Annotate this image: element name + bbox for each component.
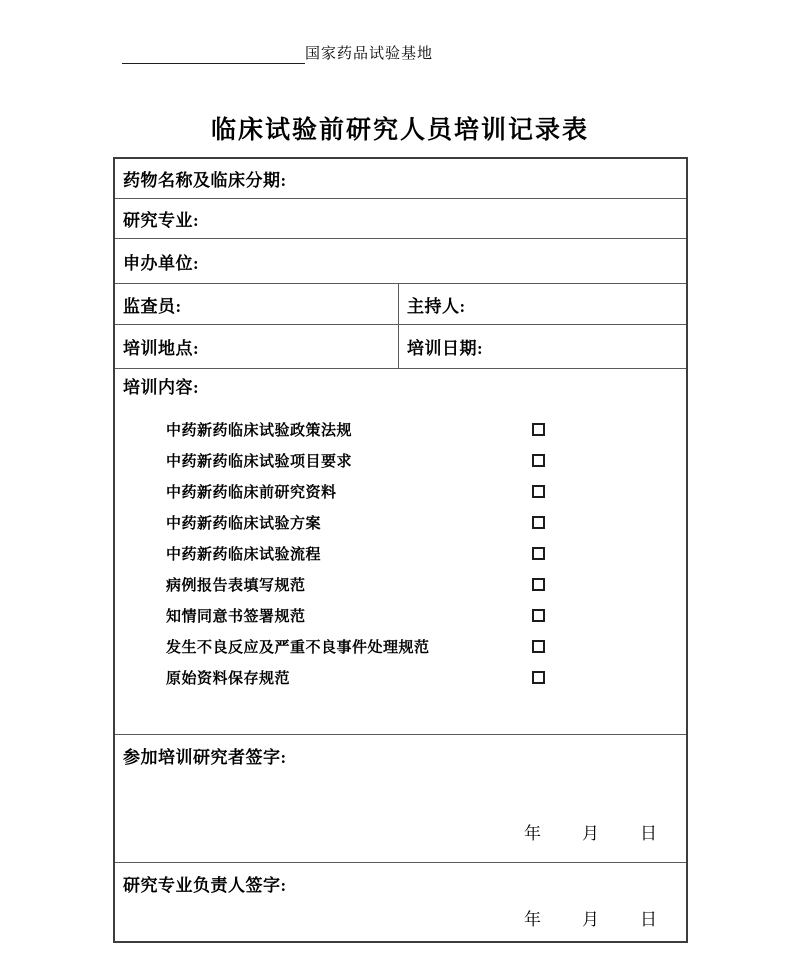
training-item: [123, 445, 686, 476]
page-title: 临床试验前研究人员培训记录表: [210, 117, 589, 144]
sponsor-label: 申办单位:: [123, 253, 200, 273]
training-item-checkbox[interactable]: [532, 578, 545, 591]
day-label: 日: [640, 824, 657, 843]
row-location-date: [115, 324, 686, 368]
training-item-checkbox[interactable]: [532, 547, 545, 560]
month-label: 月: [582, 910, 599, 929]
training-item-checkbox[interactable]: [532, 423, 545, 436]
year-label: 年: [524, 824, 541, 843]
training-item-label: 病例报告表填写规范: [166, 578, 306, 594]
training-item-checkbox[interactable]: [532, 609, 545, 622]
row-research-specialty: [115, 198, 686, 238]
training-item: [123, 538, 686, 569]
training-item-checkbox[interactable]: [532, 671, 545, 684]
row-training-content: [115, 368, 686, 734]
drug-name-label: 药物名称及临床分期:: [123, 171, 287, 190]
header: [122, 44, 433, 64]
row-monitor-host: [115, 283, 686, 324]
research-specialty-label: 研究专业:: [123, 211, 200, 230]
training-item-checkbox[interactable]: [532, 485, 545, 498]
training-item-label: 中药新药临床试验政策法规: [166, 423, 353, 439]
header-blank-underline: [122, 46, 305, 64]
training-date-label: 培训日期:: [407, 339, 484, 358]
head-signature-label: 研究专业负责人签字:: [123, 876, 287, 895]
training-item-label: 中药新药临床试验流程: [166, 547, 322, 563]
head-date-line: [524, 911, 657, 928]
training-item-checkbox[interactable]: [532, 640, 545, 653]
form-table: [113, 157, 688, 943]
monitor-label: 监查员:: [115, 284, 399, 324]
year-label: 年: [524, 910, 541, 929]
training-location-label: 培训地点:: [115, 325, 399, 368]
training-items-list: [123, 414, 686, 693]
month-label: 月: [582, 824, 599, 843]
participant-date-line: [524, 825, 657, 842]
training-item-checkbox[interactable]: [532, 516, 545, 529]
participant-signature-label: 参加培训研究者签字:: [123, 748, 287, 767]
training-item-label: 中药新药临床试验方案: [166, 516, 322, 532]
host-label: 主持人:: [407, 296, 466, 316]
training-item-label: 原始资料保存规范: [166, 671, 291, 687]
row-head-signature: [115, 862, 686, 941]
training-item: [123, 414, 686, 445]
day-label: 日: [640, 910, 657, 929]
header-org-label: 国家药品试验基地: [305, 46, 434, 62]
training-item: [123, 662, 686, 693]
training-item: [123, 631, 686, 662]
training-item: [123, 476, 686, 507]
training-item: [123, 507, 686, 538]
training-item-checkbox[interactable]: [532, 454, 545, 467]
training-content-label: 培训内容:: [123, 378, 200, 397]
training-item-label: 知情同意书签署规范: [166, 609, 306, 625]
training-item: [123, 600, 686, 631]
training-item-label: 中药新药临床试验项目要求: [166, 454, 353, 470]
row-drug-name: [115, 159, 686, 198]
row-sponsor: [115, 238, 686, 283]
training-item-label: 发生不良反应及严重不良事件处理规范: [166, 640, 430, 656]
row-participant-signature: [115, 734, 686, 862]
training-item: [123, 569, 686, 600]
training-item-label: 中药新药临床前研究资料: [166, 485, 337, 501]
